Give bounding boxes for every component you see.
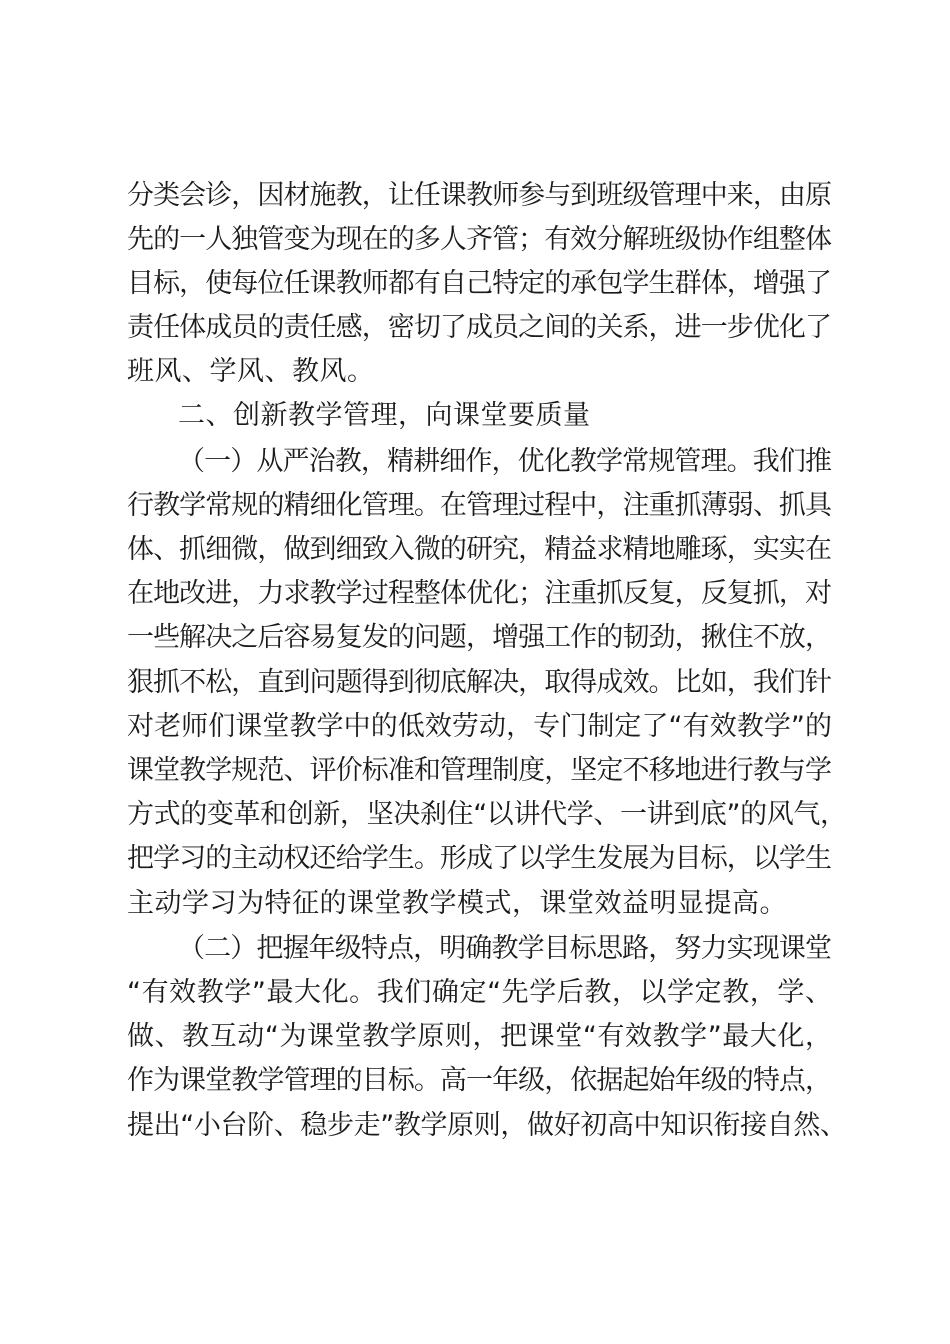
text-line: 课堂教学规范、评价标准和管理制度，坚定不移地进行教与学: [127, 755, 832, 786]
text-line: 把学习的主动权还给学生。形成了以学生发展为目标，以学生: [127, 843, 832, 874]
text-line: 方式的变革和创新，坚决刹住“以讲代学、一讲到底”的风气，: [127, 799, 847, 830]
text-line: 分类会诊，因材施教，让任课教师参与到班级管理中来，由原: [127, 180, 832, 211]
text-line: 目标，使每位任课教师都有自己特定的承包学生群体，增强了: [127, 268, 832, 299]
text-line: 先的一人独管变为现在的多人齐管；有效分解班级协作组整体: [127, 224, 832, 255]
text-line: 班风、学风、教风。: [127, 356, 375, 387]
text-line: “有效教学”最大化。我们确定“先学后教，以学定教，学、: [127, 977, 833, 1008]
text-line: 作为课堂教学管理的目标。高一年级，依据起始年级的特点，: [127, 1065, 832, 1096]
text-line: （二）把握年级特点，明确教学目标思路，努力实现课堂: [178, 933, 832, 964]
section-heading: 二、创新教学管理，向课堂要质量: [178, 400, 591, 431]
text-line: 行教学常规的精细化管理。在管理过程中，注重抓薄弱、抓具: [127, 490, 832, 521]
text-line: 对老师们课堂教学中的低效劳动，专门制定了“有效教学”的: [127, 711, 833, 742]
text-line: 责任体成员的责任感，密切了成员之间的关系，进一步优化了: [127, 312, 832, 343]
text-line: 狠抓不松，直到问题得到彻底解决，取得成效。比如，我们针: [127, 667, 832, 698]
text-line: 主动学习为特征的课堂教学模式，课堂效益明显提高。: [127, 888, 787, 919]
text-line: 在地改进，力求教学过程整体优化；注重抓反复，反复抓，对: [127, 578, 832, 609]
text-line: 做、教互动“为课堂教学原则，把课堂“有效教学”最大化，: [127, 1021, 833, 1052]
text-line: （一）从严治教，精耕细作，优化教学常规管理。我们推: [178, 446, 832, 477]
text-line: 提出“小台阶、稳步走”教学原则，做好初高中知识衔接自然、: [127, 1110, 847, 1141]
text-line: 一些解决之后容易复发的问题，增强工作的韧劲，揪住不放，: [127, 622, 832, 653]
text-line: 体、抓细微，做到细致入微的研究，精益求精地雕琢，实实在: [127, 534, 832, 565]
